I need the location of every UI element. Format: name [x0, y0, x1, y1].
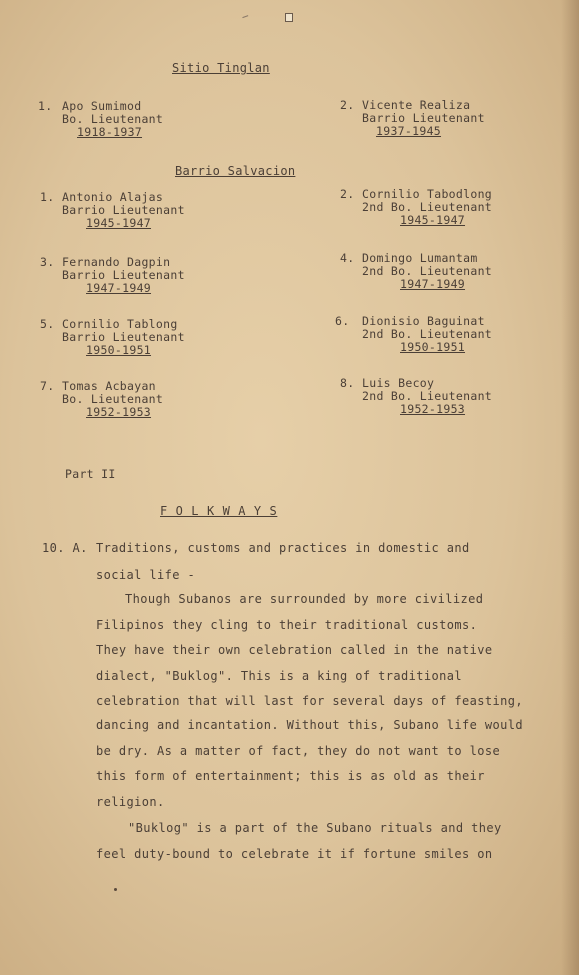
- entry-name: Tomas Acbayan: [62, 379, 156, 393]
- entry-name: Cornilio Tablong: [62, 317, 178, 331]
- paragraph-line: Filipinos they cling to their traditional customs.: [96, 618, 478, 632]
- entry-number: 1.: [38, 99, 53, 113]
- entry-name: Vicente Realiza: [362, 98, 471, 112]
- paragraph-line: religion.: [96, 795, 165, 809]
- paragraph-line: "Buklog" is a part of the Subano rituals and they: [128, 821, 502, 835]
- entry-years: 1945-1947: [86, 216, 152, 230]
- entry-number: 2.: [340, 98, 355, 112]
- entry-name: Fernando Dagpin: [62, 255, 171, 269]
- page-edge-shadow: [561, 0, 579, 975]
- ink-dot-icon: [114, 888, 117, 891]
- entry-years: 1952-1953: [86, 405, 152, 419]
- entry-title: Barrio Lieutenant: [62, 268, 185, 282]
- page-marker-icon: [285, 13, 293, 22]
- entry-name: Luis Becoy: [362, 376, 435, 390]
- entry-number: 2.: [340, 187, 355, 201]
- entry-title: Barrio Lieutenant: [62, 330, 185, 344]
- paragraph-line: Though Subanos are surrounded by more civilized: [125, 592, 484, 606]
- paragraph-line: dancing and incantation. Without this, Subano life would: [96, 718, 523, 732]
- entry-years: 1950-1951: [86, 343, 152, 357]
- entry-title: Barrio Lieutenant: [362, 111, 485, 125]
- sitio-tinglan-heading: Sitio Tinglan: [172, 61, 270, 75]
- paragraph-line: celebration that will last for several days of feasting,: [96, 694, 523, 708]
- entry-name: Domingo Lumantam: [362, 251, 478, 265]
- entry-years: 1947-1949: [400, 277, 466, 291]
- entry-title: Bo. Lieutenant: [62, 392, 164, 406]
- entry-name: Antonio Alajas: [62, 190, 164, 204]
- paragraph-line: dialect, "Buklog". This is a king of traditional: [96, 669, 462, 683]
- folkways-heading: F O L K W A Y S: [160, 504, 278, 518]
- entry-number: 1.: [40, 190, 55, 204]
- entry-name: Cornilio Tabodlong: [362, 187, 493, 201]
- entry-years: 1937-1945: [376, 124, 442, 138]
- entry-title: 2nd Bo. Lieutenant: [362, 327, 493, 341]
- entry-title: 2nd Bo. Lieutenant: [362, 200, 493, 214]
- entry-title: Bo. Lieutenant: [62, 112, 164, 126]
- entry-number: 4.: [340, 251, 355, 265]
- entry-title: 2nd Bo. Lieutenant: [362, 389, 493, 403]
- paragraph-line: They have their own celebration called in the native: [96, 643, 493, 657]
- entry-number: 5.: [40, 317, 55, 331]
- entry-name: Dionisio Baguinat: [362, 314, 485, 328]
- entry-years: 1952-1953: [400, 402, 466, 416]
- entry-years: 1918-1937: [77, 125, 143, 139]
- entry-number: 8.: [340, 376, 355, 390]
- pencil-mark-icon: [242, 15, 249, 22]
- entry-years: 1950-1951: [400, 340, 466, 354]
- barrio-salvacion-heading: Barrio Salvacion: [175, 164, 296, 178]
- paragraph-line: be dry. As a matter of fact, they do not want to lose: [96, 744, 501, 758]
- entry-name: Apo Sumimod: [62, 99, 142, 113]
- entry-title: 2nd Bo. Lieutenant: [362, 264, 493, 278]
- section-number: 10. A.: [42, 541, 88, 555]
- entry-years: 1945-1947: [400, 213, 466, 227]
- section-title-line-1: Traditions, customs and practices in domestic and: [96, 541, 470, 555]
- entry-number: 7.: [40, 379, 55, 393]
- entry-number: 3.: [40, 255, 55, 269]
- part-label: Part II: [65, 467, 116, 481]
- paragraph-line: this form of entertainment; this is as old as their: [96, 769, 485, 783]
- entry-title: Barrio Lieutenant: [62, 203, 185, 217]
- entry-years: 1947-1949: [86, 281, 152, 295]
- paragraph-line: feel duty-bound to celebrate it if fortune smiles on: [96, 847, 493, 861]
- section-title-line-2: social life -: [96, 568, 196, 582]
- entry-number: 6.: [335, 314, 350, 328]
